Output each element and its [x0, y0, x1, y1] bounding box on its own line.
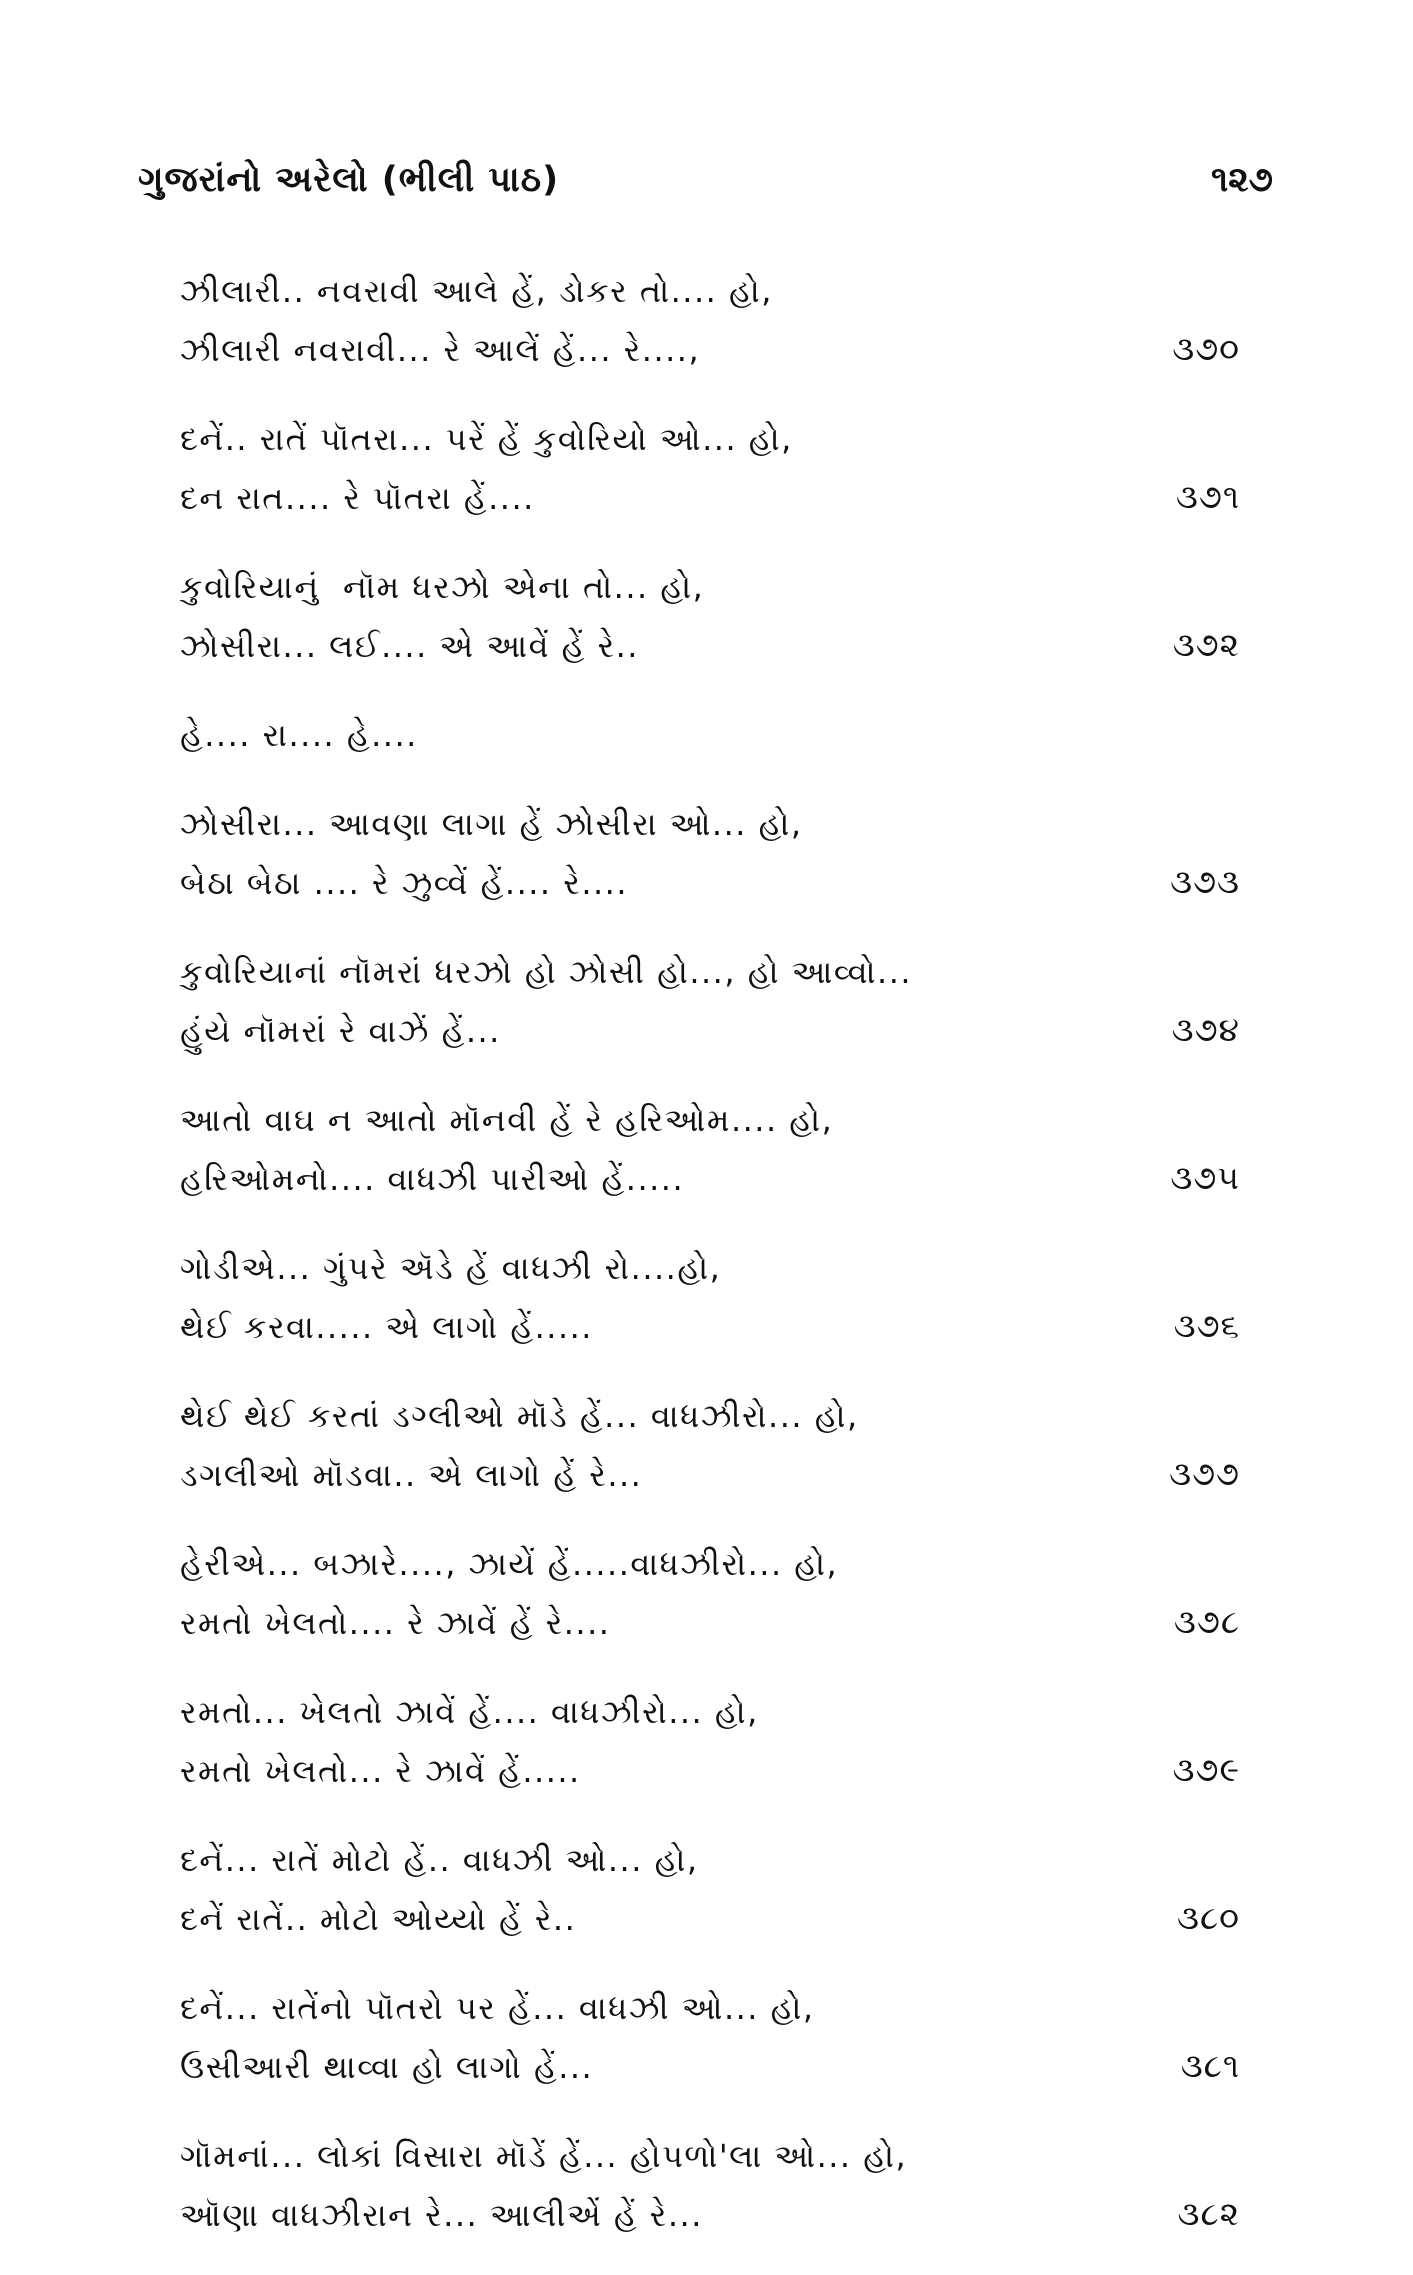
- verse-number: ૩૭૦: [1172, 329, 1240, 368]
- verse-line: રમતો ખેલતો.... રે ઝાવેં હેં રે....: [180, 1604, 611, 1642]
- verse-line: દનેં રાતેં.. મોટો ઓય્યો હેં રે..: [180, 1900, 577, 1938]
- verse-line: ઝોસીરા... આવણા લાગા હેં ઝોસીરા ઓ... હો,: [180, 805, 803, 843]
- verse-line: રમતો... ખેલતો ઝાવેં હેં.... વાધઝીરો... હો,: [180, 1693, 759, 1731]
- verse-line: ઉસીઆરી થાવ્વા હો લાગો હેં...: [180, 2048, 594, 2086]
- verse-line: કુવોરિયાનાં નૉમરાં ધરઝો હો ઝોસી હો..., હો આવ્વો...: [180, 953, 913, 991]
- verse-line: હે.... રા.... હે....: [180, 716, 418, 754]
- verse-number: ૩૭૭: [1169, 1454, 1240, 1493]
- verse-line: ઝોસીરા... લઈ.... એ આવેં હેં રે..: [180, 627, 639, 665]
- verse-line: થેઈ થેઈ કરતાં ડગ્લીઓ મૉડે હેં... વાધઝીરો... હો,: [180, 1397, 859, 1435]
- verse-line: હરિઓમનો.... વાધઝી પારીઓ હેં.....: [180, 1160, 685, 1198]
- verse-line: દનેં.. રાતેં પૉતરા... પરેં હેં કુવોરિયો ઓ... હો,: [180, 420, 793, 458]
- verse-number: ૩૭૪: [1171, 1010, 1240, 1049]
- verse-number: ૩૮૦: [1177, 1898, 1240, 1937]
- verse-line: હુંયે નૉમરાં રે વાઝેં હેં...: [180, 1012, 501, 1050]
- verse-line: ડગલીઓ મૉડવા.. એ લાગો હેં રે...: [180, 1456, 643, 1494]
- stanza: [180, 558, 1240, 676]
- verse-line: હેરીએ... બઝારે...., ઝાયેં હેં.....વાધઝીરો... હો,: [180, 1545, 839, 1583]
- verse-line: ઝીલારી નવરાવી... રે આલેં હેં... રે....,: [180, 331, 701, 369]
- verse-number: ૩૭૨: [1172, 625, 1240, 664]
- verse-number: ૩૭૬: [1173, 1306, 1240, 1345]
- verse-line: દન રાત.... રે પૉતરા હેં....: [180, 479, 535, 517]
- stanza: [180, 1535, 1240, 1653]
- verse-line: થેઈ કરવા..... એ લાગો હેં.....: [180, 1308, 593, 1346]
- stanza: [180, 943, 1240, 1061]
- stanza: [180, 1831, 1240, 1949]
- verse-line: બેઠા બેઠા .... રે ઝુવ્વેં હેં.... રે....: [180, 864, 629, 902]
- stanza: [180, 706, 1240, 765]
- verse-number: ૩૭૮: [1173, 1602, 1240, 1641]
- verse-line: ગોડીએ... ગુંપરે ઍડે હેં વાધઝી રો....હો,: [180, 1249, 722, 1287]
- stanza: [180, 1387, 1240, 1505]
- poem-body: [180, 262, 1240, 2275]
- verse-line: કુવોરિયાનું નૉમ ધરઝો એના તો... હો,: [180, 568, 705, 606]
- running-title: ગુજરાંનો અરેલો (ભીલી પાઠ): [138, 160, 560, 200]
- stanza: [180, 262, 1240, 380]
- stanza: [180, 1979, 1240, 2097]
- verse-number: ૩૭૩: [1170, 862, 1240, 901]
- stanza: [180, 1239, 1240, 1357]
- verse-line: ઑણા વાધઝીરાન રે... આલીએં હેં રે...: [180, 2196, 703, 2234]
- stanza: [180, 795, 1240, 913]
- verse-line: ગૉમનાં... લોકાં વિસારા મૉડેં હેં... હોપળો'લા ઓ... હો,: [180, 2137, 908, 2175]
- verse-number: ૩૮૨: [1177, 2194, 1240, 2233]
- verse-number: ૩૮૧: [1180, 2046, 1240, 2085]
- verse-number: ૩૭૯: [1172, 1750, 1240, 1789]
- verse-line: રમતો ખેલતો... રે ઝાવેં હેં.....: [180, 1752, 581, 1790]
- verse-line: આતો વાઘ ન આતો મૉનવી હેં રે હરિઓમ.... હો,: [180, 1101, 834, 1139]
- verse-line: ઝીલારી.. નવરાવી આલે હેં, ડોકર તો.... હો,: [180, 272, 773, 310]
- verse-line: દનેં... રાતેં મોટો હેં.. વાધઝી ઓ... હો,: [180, 1841, 699, 1879]
- stanza: [180, 1683, 1240, 1801]
- verse-number: ૩૭૧: [1175, 477, 1240, 516]
- stanza: [180, 410, 1240, 528]
- verse-line: દનેં... રાતેંનો પૉતરો પર હેં... વાધઝી ઓ... હો,: [180, 1989, 815, 2027]
- page-number: ૧૨૭: [1210, 160, 1273, 200]
- verse-number: ૩૭૫: [1170, 1158, 1240, 1197]
- stanza: [180, 1091, 1240, 1209]
- stanza: [180, 2127, 1240, 2245]
- page-header: [138, 160, 1273, 220]
